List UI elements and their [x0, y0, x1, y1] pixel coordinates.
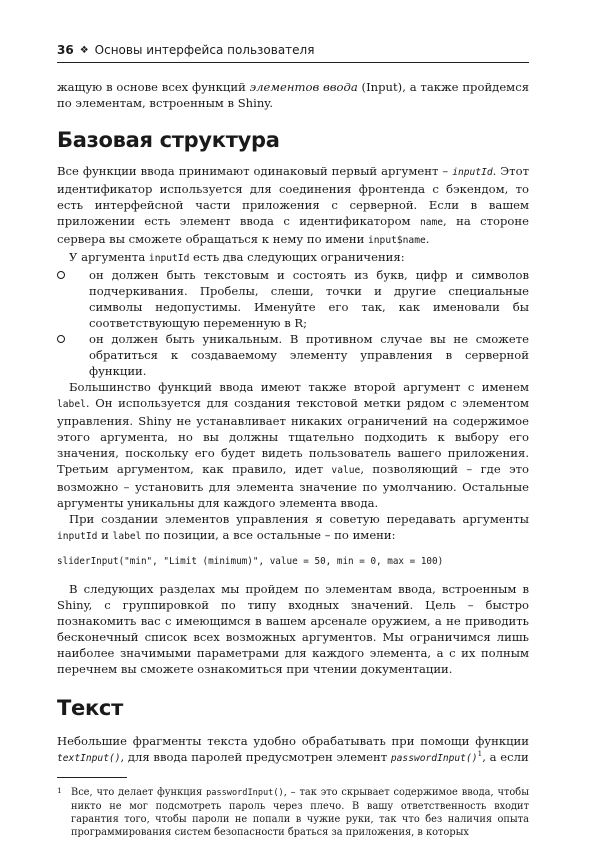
italic-term: элементов ввода: [249, 80, 358, 94]
inline-code: textInput(): [57, 753, 121, 764]
footnote-divider: [57, 777, 127, 778]
inline-code: passwordInput(): [390, 753, 478, 764]
intro-paragraph: жащую в основе всех функций элементов ввода (Input), а также пройдемся по элементам, встроенным в Shiny.: [57, 80, 530, 110]
page-number: 36: [57, 43, 74, 57]
inline-code: inputId: [57, 531, 98, 542]
paragraph-first-argument: Все функции ввода принимают одинаковый первый аргумент – inputId. Этот идентификатор используется для соединения фронтенда с бэкендом, то есть интерфейсной части приложения с серверной. Если в вашем приложении есть элемент ввода с идентификатором name, на стороне сервера вы сможете обращаться к нему по имени input$name.: [57, 164, 529, 246]
diamond-separator-icon: ❖: [79, 44, 89, 56]
inline-code: inputId: [452, 167, 493, 178]
paragraph-text-input: Небольшие фрагменты текста удобно обрабатывать при помощи функции textInput(), для ввода паролей предусмотрен элемент passwordInput()$^1$, а если: [57, 734, 529, 764]
paragraph-positional-args: При создании элементов управления я советую передавать аргументы inputId и label по позиции, а все остальные – по имени:: [57, 512, 529, 542]
section-heading-basic-structure: Базовая структура: [57, 128, 280, 152]
running-header: [57, 40, 529, 63]
footnote: 1 Все, что делает функция passwordInput(), – так это скрывает содержимое ввода, чтобы никто не мог подсмотреть пароль через плечо. В вашу ответственность входит гарантия того, чтобы пароли не попали в чужие руки, так что без наличия опыта программирования систем безопасности браться за приложения, в которых: [57, 786, 529, 838]
paragraph-label-argument: Большинство функций ввода имеют также второй аргумент с именем label. Он используется для создания текстовой метки рядом с элементом управления. Shiny не устанавливает никаких ограничений на содержимое этого аргумента, но вы должны тщательно подходить к выбору его значения, поскольку его будет видеть пользователь вашего приложения. Третьим аргументом, как правило, идет value, позволяющий – где это возможно – установить для элемента значение по умолчанию. Остальные аргументы уникальны для каждого элемента ввода.: [57, 380, 529, 510]
paragraph-next-sections: В следующих разделах мы пройдем по элементам ввода, встроенным в Shiny, с группировкой по типу входных значений. Цель – быстро познакомить вас с имеющимся в вашем арсенале оружием, а не приводить бесконечный список всех возможных аргументов. Мы ограничимся лишь наиболее значимыми параметрами для каждого элемента, а с их полным перечнем вы сможете ознакомиться при чтении документации.: [57, 582, 529, 676]
inline-code: input$name: [368, 235, 426, 246]
list-item: он должен быть текстовым и состоять из букв, цифр и символов подчеркивания. Пробелы, слеши, точки и другие специальные символы недопустимы. Именуйте его так, как именовали бы соответствующую переменную в R;: [57, 267, 529, 331]
inline-code: label: [57, 399, 86, 410]
inline-code: name: [419, 217, 444, 228]
inline-code: inputId: [148, 253, 190, 264]
inline-code: value: [331, 465, 361, 476]
restrictions-list: [57, 267, 529, 379]
paragraph-restrictions: У аргумента inputId есть два следующих ограничения:: [69, 250, 405, 264]
section-heading-text: Текст: [57, 696, 123, 720]
running-title: Основы интерфейса пользователя: [94, 43, 315, 57]
inline-code: label: [112, 531, 142, 542]
circle-bullet-icon: [57, 271, 65, 279]
inline-code: passwordInput(): [206, 788, 284, 798]
footnote-mark: 1: [57, 786, 62, 795]
code-example: sliderInput("min", "Limit (minimum)", value = 50, min = 0, max = 100): [57, 556, 444, 567]
footnote-reference: 1: [477, 749, 483, 759]
circle-bullet-icon: [57, 335, 65, 343]
book-page: [57, 40, 529, 839]
list-item: он должен быть уникальным. В противном случае вы не сможете обратиться к создаваемому элементу управления в серверной функции.: [57, 331, 529, 379]
